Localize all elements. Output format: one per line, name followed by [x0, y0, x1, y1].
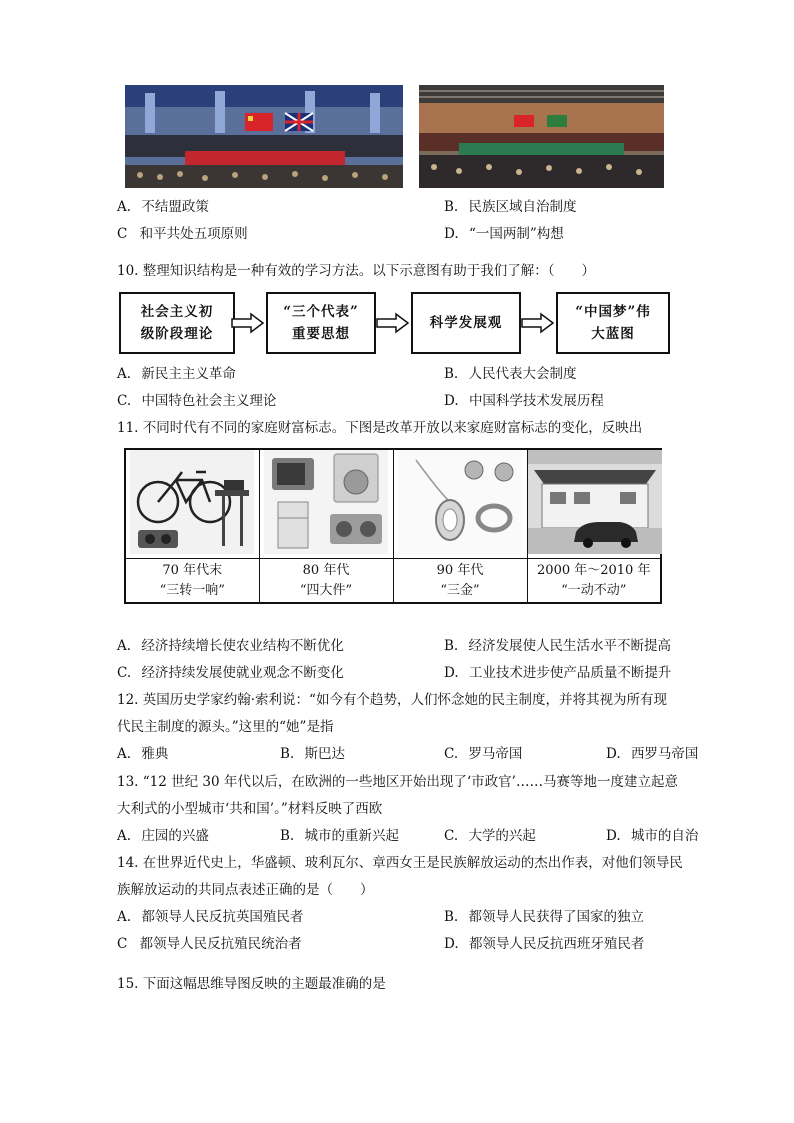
option-letter: D. — [606, 828, 621, 844]
option-letter: B. — [444, 366, 459, 382]
q10-option-d[interactable] — [444, 392, 604, 410]
q11-option-c[interactable] — [117, 664, 344, 682]
q11-option-a[interactable] — [117, 637, 344, 655]
option-letter: B. — [444, 909, 459, 925]
option-text: 都领导人民获得了国家的独立 — [468, 909, 645, 925]
q9-option-c[interactable] — [117, 225, 248, 243]
option-text: 经济发展使人民生活水平不断提高 — [468, 638, 672, 654]
q13-stem-line2: 大利式的小型城市‘共和国’。”材料反映了西欧 — [117, 801, 383, 817]
flow-box-line: 大蓝图 — [591, 326, 635, 342]
era-caption-70s — [125, 559, 259, 604]
q12-option-d[interactable] — [606, 745, 698, 763]
option-text: 都领导人民反抗英国殖民者 — [141, 909, 304, 925]
option-letter: C. — [117, 393, 132, 409]
option-text: 庄园的兴盛 — [141, 828, 209, 844]
q10-option-a[interactable] — [117, 365, 236, 383]
option-letter: A. — [117, 366, 132, 382]
era-caption-90s — [393, 559, 527, 604]
handover-ceremony-photo-left — [125, 85, 403, 188]
option-letter: D. — [444, 226, 459, 242]
option-letter: C. — [444, 828, 459, 844]
q11-option-d[interactable] — [444, 664, 671, 682]
era-period: 2000 年～2010 年 — [537, 562, 651, 578]
flow-box-three-represents — [266, 292, 376, 354]
option-letter: D. — [444, 665, 459, 681]
option-text: 新民主主义革命 — [141, 366, 236, 382]
option-text: 都领导人民反抗西班牙殖民者 — [468, 936, 645, 952]
q14-stem-line1: 14. 在世界近代史上，华盛顿、玻利瓦尔、章西女王是民族解放运动的杰出作表，对他们领导民 — [117, 855, 683, 871]
bicycle-sewing-machine-radio-image — [125, 449, 259, 559]
option-text: 经济持续发展使就业观念不断变化 — [141, 665, 344, 681]
option-text: 和平共处五项原则 — [139, 226, 248, 242]
flow-box-line: 科学发展观 — [429, 315, 503, 331]
option-letter: D. — [606, 746, 621, 762]
q9-option-b[interactable] — [444, 198, 577, 216]
option-letter: A. — [117, 199, 132, 215]
flow-box-line: “三个代表” — [283, 304, 359, 320]
option-letter: B. — [280, 828, 295, 844]
era-caption-80s — [259, 559, 393, 604]
era-label: “一动不动” — [561, 582, 627, 598]
era-period: 80 年代 — [302, 562, 350, 578]
q12-option-b[interactable] — [280, 745, 345, 763]
q12-option-c[interactable] — [444, 745, 522, 763]
option-letter: C. — [444, 746, 459, 762]
q12-stem-line2: 代民主制度的源头。”这里的“她”是指 — [117, 719, 334, 735]
option-letter: B. — [444, 638, 459, 654]
era-caption-2000s — [527, 559, 661, 604]
flow-box-scientific-development — [411, 292, 521, 354]
option-text: 城市的重新兴起 — [304, 828, 400, 844]
option-letter: B. — [280, 746, 295, 762]
wealth-symbols-table — [124, 448, 662, 604]
q14-option-a[interactable] — [117, 908, 303, 926]
option-letter: A. — [117, 909, 132, 925]
q12-stem-line1: 12. 英国历史学家约翰·索利说：“如今有个趋势，人们怀念她的民主制度，并将其视为所有现 — [117, 692, 667, 708]
option-letter: A. — [117, 638, 132, 654]
q14-option-c[interactable] — [117, 935, 302, 953]
era-label: “四大件” — [299, 582, 353, 598]
option-text: 中国特色社会主义理论 — [141, 393, 277, 409]
q14-option-b[interactable] — [444, 908, 644, 926]
q14-stem-line2: 族解放运动的共同点表述正确的是（ ） — [117, 882, 374, 898]
flow-box-primary-stage-theory — [119, 292, 235, 354]
handover-ceremony-photo-right — [419, 85, 664, 188]
option-text: 经济持续增长使农业结构不断优化 — [141, 638, 344, 654]
q13-stem-line1: 13. “12 世纪 30 年代以后，在欧洲的一些地区开始出现了‘市政官’……马赛等地一度建立起意 — [117, 774, 678, 790]
q10-stem: 10. 整理知识结构是一种有效的学习方法。以下示意图有助于我们了解：（ ） — [117, 263, 596, 279]
option-letter: A. — [117, 828, 132, 844]
option-letter: D. — [444, 936, 459, 952]
era-period: 90 年代 — [436, 562, 484, 578]
option-text: 城市的自治 — [630, 828, 699, 844]
option-text: 人民代表大会制度 — [468, 366, 577, 382]
flow-box-line: “中国梦”伟 — [575, 304, 651, 320]
q10-option-b[interactable] — [444, 365, 577, 383]
option-text: 雅典 — [141, 746, 169, 762]
q13-option-c[interactable] — [444, 827, 536, 845]
option-text: 西罗马帝国 — [630, 746, 699, 762]
era-period: 70 年代末 — [162, 562, 223, 578]
q12-option-a[interactable] — [117, 745, 168, 763]
flow-box-line: 级阶段理论 — [140, 326, 214, 342]
q9-option-a[interactable] — [117, 198, 209, 216]
option-letter: C. — [117, 665, 132, 681]
flow-box-line: 重要思想 — [292, 326, 350, 342]
q13-option-b[interactable] — [280, 827, 399, 845]
option-text: 罗马帝国 — [468, 746, 523, 762]
option-text: 工业技术进步使产品质量不断提升 — [468, 665, 672, 681]
option-text: 斯巴达 — [304, 746, 346, 762]
gold-necklace-earring-ring-image — [393, 449, 527, 559]
tv-washer-fridge-recorder-image — [259, 449, 393, 559]
right-arrow-icon — [231, 312, 265, 334]
q11-stem: 11. 不同时代有不同的家庭财富标志。下图是改革开放以来家庭财富标志的变化，反映出 — [117, 420, 643, 436]
q13-option-d[interactable] — [606, 827, 698, 845]
option-text: 民族区域自治制度 — [468, 199, 577, 215]
option-text: 不结盟政策 — [141, 199, 209, 215]
q15-stem: 15. 下面这幅思维导图反映的主题最准确的是 — [117, 976, 386, 992]
option-text: “一国两制”构想 — [468, 226, 564, 242]
option-letter: C — [117, 226, 128, 242]
option-text: 中国科学技术发展历程 — [468, 393, 604, 409]
flow-box-line: 社会主义初 — [140, 304, 214, 320]
option-text: 都领导人民反抗殖民统治者 — [139, 936, 302, 952]
option-letter: B. — [444, 199, 459, 215]
q9-option-d[interactable] — [444, 225, 564, 243]
option-letter: A. — [117, 746, 132, 762]
option-text: 大学的兴起 — [468, 828, 536, 844]
q13-option-a[interactable] — [117, 827, 209, 845]
right-arrow-icon — [521, 312, 555, 334]
q10-option-c[interactable] — [117, 392, 276, 410]
option-letter: C — [117, 936, 128, 952]
era-label: “三金” — [440, 582, 480, 598]
flow-box-chinese-dream — [556, 292, 670, 354]
house-and-car-image — [527, 449, 661, 559]
era-label: “三转一响” — [159, 582, 225, 598]
q14-option-d[interactable] — [444, 935, 644, 953]
option-letter: D. — [444, 393, 459, 409]
q11-option-b[interactable] — [444, 637, 671, 655]
right-arrow-icon — [376, 312, 410, 334]
